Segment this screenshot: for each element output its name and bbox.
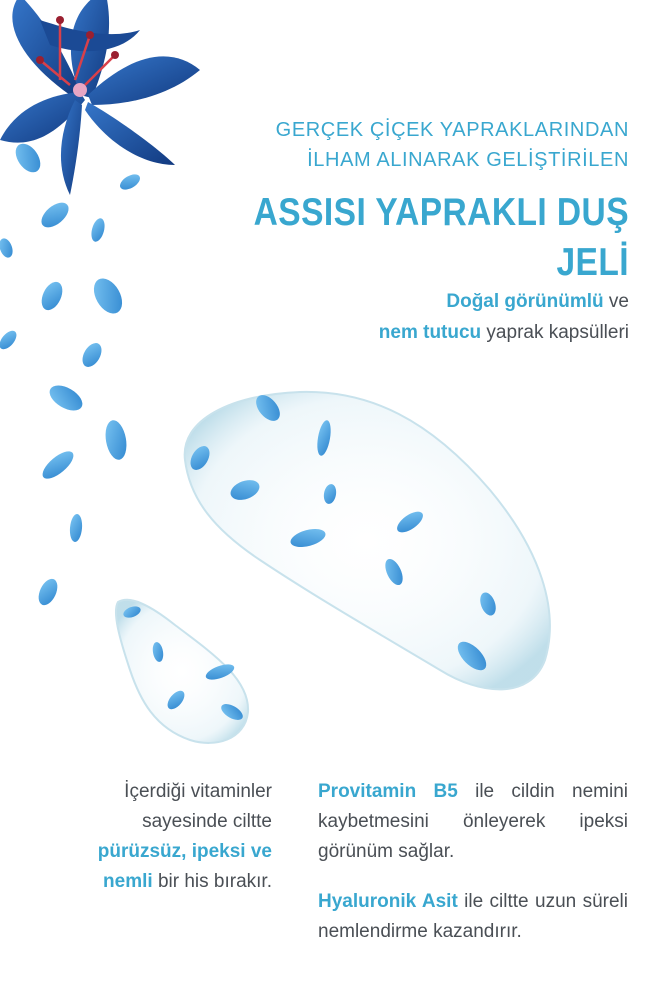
kicker-line-1: GERÇEK ÇİÇEK YAPRAKLARINDAN [275,119,629,141]
capsule-text-2: yaprak kapsülleri [481,322,629,343]
hyaluronic-paragraph [318,887,628,947]
vitamin-line-2: sayesinde ciltte [142,811,272,832]
hyaluronic-bold: Hyaluronik Asit [318,891,458,912]
petal-icon [88,274,128,319]
vitamin-line-1: İçerdiği vitaminler [124,781,272,802]
capsule-text-1: ve [603,291,629,312]
capsule-bold-1: Doğal görünümlü [446,291,604,312]
vitamin-text-end: bir his bırakır. [152,871,272,892]
page-title: ASSISI YAPRAKLI DUŞ JELİ [253,191,629,284]
capsule-statement [209,286,629,348]
petal-icon [45,380,86,415]
falling-petals [0,139,143,608]
vitamin-bold-2: nemli [103,871,153,892]
hyaluronic-text: ile ciltte uzun süreli nemlendirme kazandırır. [318,891,628,942]
petal-icon [0,328,20,353]
provitamin-paragraph [318,777,628,867]
petal-icon [37,198,73,232]
petal-icon [38,279,67,314]
provitamin-bold: Provitamin B5 [318,781,458,802]
capsule-bold-2: nem tutucu [378,322,482,343]
petal-icon [38,447,77,484]
gel-drop-icon [116,600,248,743]
petal-icon [35,576,61,608]
vitamin-bold-1: pürüzsüz, ipeksi ve [97,841,272,862]
vitamin-benefit-text [40,777,272,897]
petal-icon [69,514,83,543]
petal-icon [11,139,46,177]
kicker-line-2: İLHAM ALINARAK GELİŞTİRİLEN [307,149,629,171]
provitamin-text: ile cildin nemini kaybetmesini önleyerek ipeksi görünüm sağlar. [318,781,628,862]
header-kicker [209,115,629,175]
petal-icon [0,237,15,260]
petal-icon [103,419,130,462]
petal-icon [89,217,107,243]
gel-swatch-icon [185,391,550,690]
petal-icon [117,171,142,192]
petal-icon [79,340,106,371]
ingredient-benefit-text [318,777,628,967]
